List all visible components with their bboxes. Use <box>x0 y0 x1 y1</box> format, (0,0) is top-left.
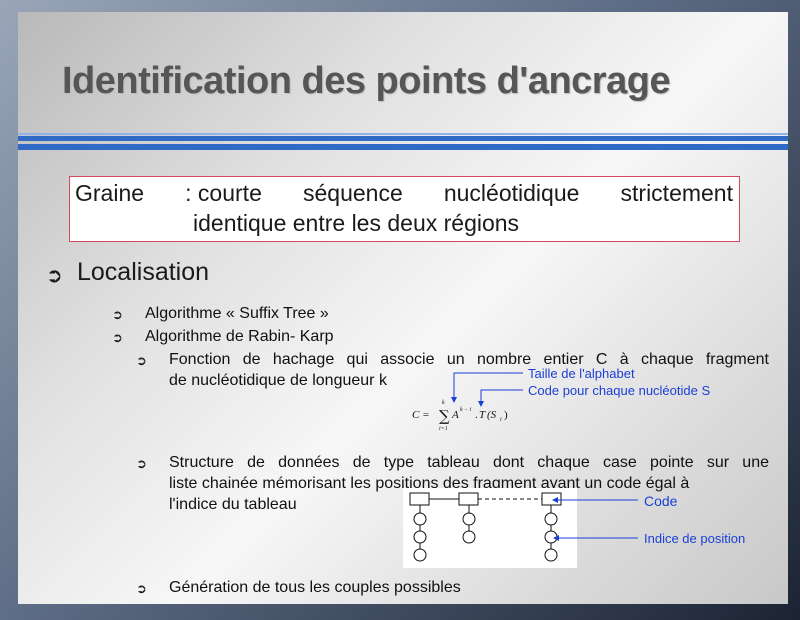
formula-arg-sub: i <box>500 417 502 423</box>
table-cell <box>542 493 561 505</box>
title-underline-bottom <box>18 144 788 150</box>
formula-arg: (S <box>487 409 497 421</box>
formula-close: ) <box>504 409 508 421</box>
formula-lhs: C = <box>412 409 430 421</box>
definition-word: : courte <box>185 180 262 206</box>
definition-box <box>69 176 740 242</box>
hash-table-diagram <box>403 488 577 568</box>
bullet-localisation: Localisation <box>77 258 210 286</box>
formula-fn: T <box>479 409 486 421</box>
bullet-generation: Génération de tous les couples possibles <box>169 579 461 596</box>
title-underline-top <box>18 136 788 141</box>
bullet-structure-line-2: liste chainée mémorisant les positions des fragment ayant un code égal à <box>169 475 690 492</box>
slide-title: Identification des points d'ancrage <box>62 60 671 102</box>
linked-list-1 <box>414 505 426 561</box>
arrow-bullet-icon: ➲ <box>136 457 147 472</box>
annotation-nucleotide-code: Code pour chaque nucléotide S <box>528 383 711 398</box>
arrow-bullet-icon: ➲ <box>46 263 63 287</box>
linked-list-3 <box>545 505 557 561</box>
arrow-bullet-icon: ➲ <box>112 308 123 323</box>
definition-word: strictement <box>620 180 733 206</box>
formula-sum-top: k <box>442 400 445 406</box>
title-underline-light <box>18 133 788 135</box>
formula-base: A <box>452 409 459 421</box>
bullet-suffix-tree: Algorithme « Suffix Tree » <box>145 305 329 322</box>
annotation-position-index: Indice de position <box>644 531 746 546</box>
formula-sum-bottom: i=1 <box>439 426 448 432</box>
formula-dot: . <box>475 409 478 421</box>
arrow-bullet-icon: ➲ <box>112 331 123 346</box>
definition-line-2: identique entre les deux régions <box>193 210 520 236</box>
table-cell <box>459 493 478 505</box>
bullet-structure-line-1: Structure de données de type tableau dont chaque case pointe sur une <box>169 454 769 471</box>
hash-formula <box>412 397 522 433</box>
arrow-bullet-icon: ➲ <box>136 582 147 597</box>
slide <box>18 12 788 604</box>
linked-list-2 <box>463 505 475 543</box>
definition-line-1 <box>75 180 733 207</box>
formula-sum-sign: ∑ <box>439 407 450 425</box>
table-cell <box>410 493 429 505</box>
definition-word: nucléotidique <box>443 180 580 206</box>
bullet-rabin-karp: Algorithme de Rabin- Karp <box>145 328 334 345</box>
bullet-hash-line-2: de nucléotidique de longueur k <box>169 372 387 389</box>
annotation-alphabet-size: Taille de l'alphabet <box>528 366 635 381</box>
formula-exponent: k − i <box>460 407 472 413</box>
definition-word: séquence <box>302 180 403 206</box>
bullet-hash-line-1: Fonction de hachage qui associe un nombre entier C à chaque fragment <box>169 351 769 368</box>
bullet-structure-line-3: l'indice du tableau <box>169 496 297 513</box>
annotation-code: Code <box>644 493 678 509</box>
arrow-bullet-icon: ➲ <box>136 354 147 369</box>
definition-word: Graine <box>75 180 145 206</box>
